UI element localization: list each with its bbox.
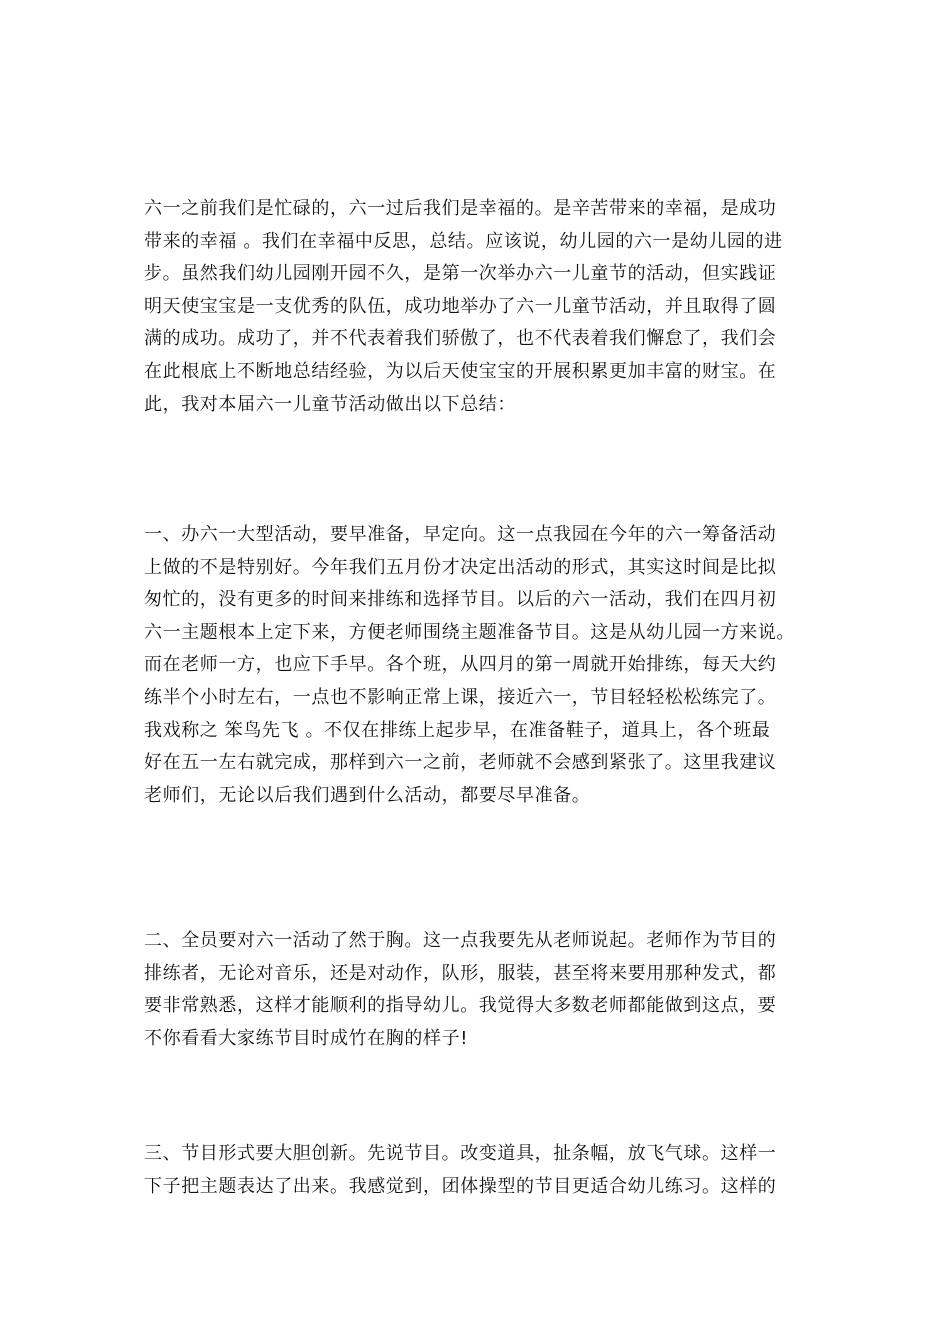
text-line: 满的成功。成功了，并不代表着我们骄傲了，也不代表着我们懈怠了，我们会 bbox=[144, 328, 777, 350]
text-line: 我戏称之 笨鸟先飞 。不仅在排练上起步早，在准备鞋子，道具上，各个班最 bbox=[144, 719, 771, 741]
text-line: 匆忙的，没有更多的时间来排练和选择节目。以后的六一活动，我们在四月初 bbox=[144, 589, 777, 611]
text-line: 上做的不是特别好。今年我们五月份才决定出活动的形式，其实这时间是比拟 bbox=[144, 556, 777, 578]
text-line: 排练者，无论对音乐，还是对动作，队形，服装，甚至将来要用那种发式，都 bbox=[144, 962, 777, 984]
intro-paragraph bbox=[144, 193, 810, 421]
text-line: 不你看看大家练节目时成竹在胸的样子! bbox=[144, 1027, 469, 1049]
text-line: 步。虽然我们幼儿园刚开园不久，是第一次举办六一儿童节的活动，但实践证 bbox=[144, 263, 777, 285]
text-line: 要非常熟悉，这样才能顺利的指导幼儿。我觉得大多数老师都能做到这点，要 bbox=[144, 995, 777, 1017]
text-line: 下子把主题表达了出来。我感觉到，团体操型的节目更适合幼儿练习。这样的 bbox=[144, 1175, 777, 1197]
text-line: 二、全员要对六一活动了然于胸。这一点我要先从老师说起。老师作为节目的 bbox=[144, 930, 777, 951]
text-line: 练半个小时左右，一点也不影响正常上课，接近六一，节目轻轻松松练完了。 bbox=[144, 686, 777, 708]
text-line: 在此根底上不断地总结经验，为以后天使宝宝的开展积累更加丰富的财宝。在 bbox=[144, 360, 777, 382]
text-line: 六一之前我们是忙碌的，六一过后我们是幸福的。是辛苦带来的幸福，是成功 bbox=[144, 198, 777, 219]
text-line: 明天使宝宝是一支优秀的队伍，成功地举办了六一儿童节活动，并且取得了圆 bbox=[144, 295, 777, 317]
section-one-paragraph bbox=[144, 519, 810, 812]
section-two-paragraph bbox=[144, 925, 810, 1055]
section-three-paragraph bbox=[144, 1138, 810, 1203]
text-line: 三、节目形式要大胆创新。先说节目。改变道具，扯条幅，放飞气球。这样一 bbox=[144, 1143, 777, 1164]
text-line: 一、办六一大型活动，要早准备，早定向。这一点我园在今年的六一筹备活动 bbox=[144, 524, 777, 545]
text-line: 老师们，无论以后我们遇到什么活动，都要尽早准备。 bbox=[144, 784, 591, 806]
text-line: 而在老师一方，也应下手早。各个班，从四月的第一周就开始排练，每天大约 bbox=[144, 654, 777, 676]
text-line: 六一主题根本上定下来，方便老师围绕主题准备节目。这是从幼儿园一方来说。 bbox=[144, 621, 795, 643]
text-line: 此，我对本届六一儿童节活动做出以下总结： bbox=[144, 393, 516, 415]
text-line: 带来的幸福 。我们在幸福中反思，总结。应该说，幼儿园的六一是幼儿园的进 bbox=[144, 230, 783, 252]
text-line: 好在五一左右就完成，那样到六一之前，老师就不会感到紧张了。这里我建议 bbox=[144, 752, 777, 774]
